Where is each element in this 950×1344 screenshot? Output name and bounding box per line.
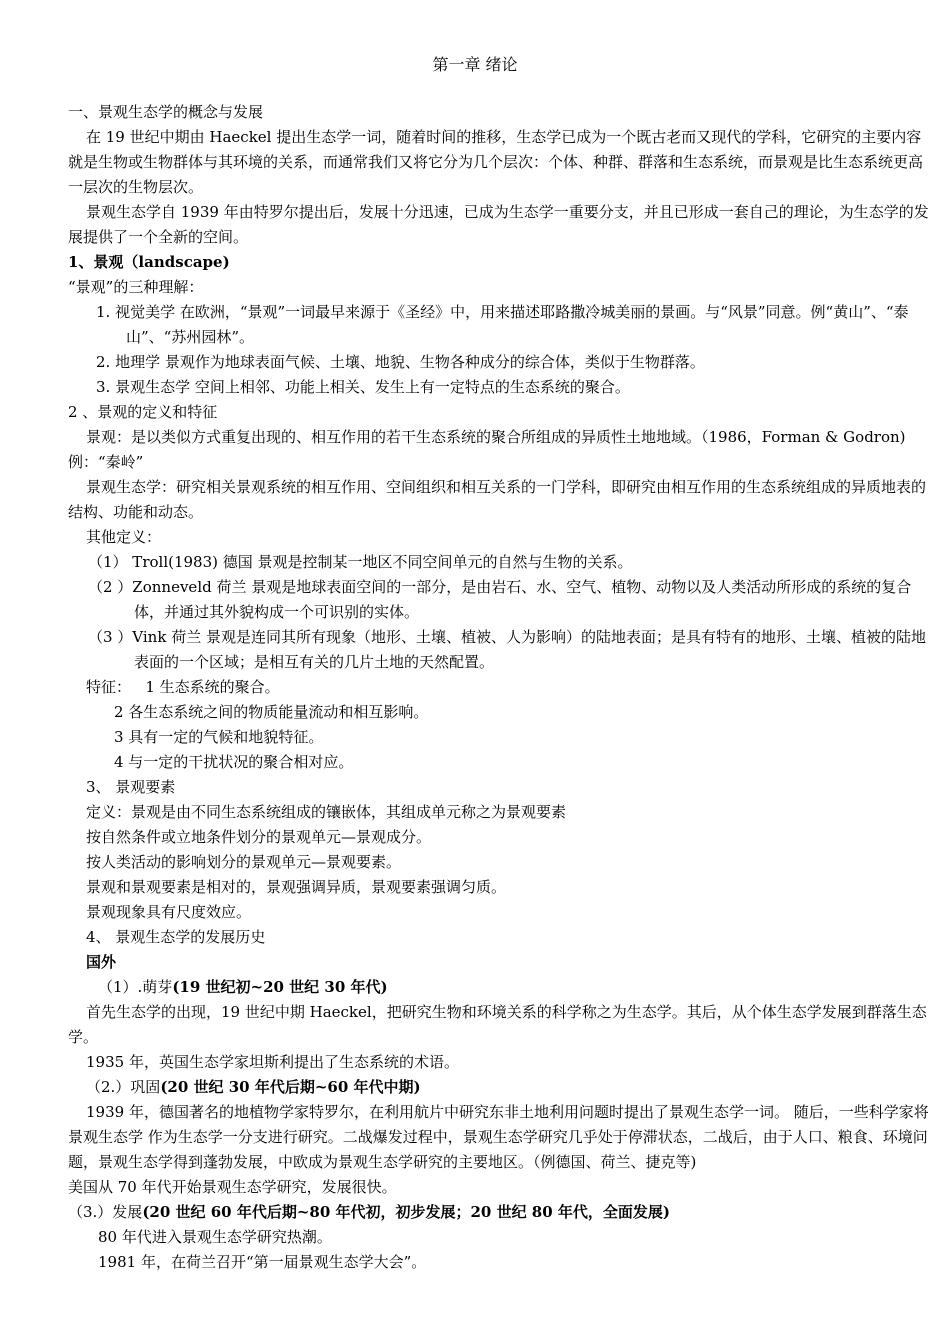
list-item: 2. 地理学 景观作为地球表面气候、土壤、地貌、生物各种成分的综合体，类似于生物群落。 — [96, 353, 705, 371]
feature-line — [68, 675, 930, 700]
phase-heading — [68, 975, 930, 1000]
phase-label: （3.）发展 — [68, 1203, 143, 1221]
list-item: （1） Troll(1983) 德国 景观是控制某一地区不同空间单元的自然与生物的关系。 — [88, 553, 633, 571]
paragraph: 美国从 70 年代开始景观生态学研究，发展很快。 — [68, 1178, 397, 1196]
subsection-heading: 1、景观（landscape) — [68, 253, 230, 271]
phase-period: (20 世纪 30 年代后期~60 年代中期) — [160, 1078, 421, 1096]
list-item: 1. 视觉美学 在欧洲，“景观”一词最早来源于《圣经》中，用来描述耶路撒冷城美丽的景画。与“风景”同意。例“黄山”、“泰山”、“苏州园林”。 — [96, 303, 909, 346]
paragraph: 按自然条件或立地条件划分的景观单元—景观成分。 — [86, 828, 432, 846]
paragraph: 景观生态学自 1939 年由特罗尔提出后，发展十分迅速，已成为生态学一重要分支，并且已形成一套自己的理论，为生态学的发展提供了一个全新的空间。 — [68, 203, 929, 246]
paragraph: 定义：景观是由不同生态系统组成的镶嵌体，其组成单元称之为景观要素 — [86, 803, 567, 821]
phase-period: (20 世纪 60 年代后期~80 年代初，初步发展；20 世纪 80 年代，全面发展) — [142, 1203, 671, 1221]
paragraph: 景观：是以类似方式重复出现的、相互作用的若干生态系统的聚合所组成的异质性土地地域。（1986，Forman & Godron) 例：“秦岭” — [68, 428, 906, 471]
paragraph: 80 年代进入景观生态学研究热潮。 — [98, 1228, 332, 1246]
subsection-heading: 3、 景观要素 — [86, 778, 176, 796]
feature-item: 2 各生态系统之间的物质能量流动和相互影响。 — [114, 703, 429, 721]
feature-item: 4 与一定的干扰状况的聚合相对应。 — [114, 753, 354, 771]
paragraph: 按人类活动的影响划分的景观单元—景观要素。 — [86, 853, 402, 871]
list-item: （2 ）Zonneveld 荷兰 景观是地球表面空间的一部分，是由岩石、水、空气、植物、动物以及人类活动所形成的系统的复合体，并通过其外貌构成一个可识别的实体。 — [88, 578, 912, 621]
phase-heading — [68, 1200, 930, 1225]
feature-label: 特征： — [86, 678, 132, 696]
paragraph: 1981 年，在荷兰召开“第一届景观生态学大会”。 — [98, 1253, 427, 1271]
feature-item: 1 生态系统的聚合。 — [145, 678, 280, 696]
list-item: （3 ）Vink 荷兰 景观是连同其所有现象（地形、土壤、植被、人为影响）的陆地表面；是具有特有的地形、土壤、植被的陆地表面的一个区域；是相互有关的几片土地的天然配置。 — [88, 628, 926, 671]
feature-item: 3 具有一定的气候和地貌特征。 — [114, 728, 324, 746]
paragraph: 景观和景观要素是相对的，景观强调异质，景观要素强调匀质。 — [86, 878, 507, 896]
list-item: 3. 景观生态学 空间上相邻、功能上相关、发生上有一定特点的生态系统的聚合。 — [96, 378, 630, 396]
subsection-heading: 4、 景观生态学的发展历史 — [86, 928, 266, 946]
phase-label: （1）.萌芽 — [98, 978, 173, 996]
abroad-heading: 国外 — [86, 953, 117, 971]
paragraph: 其他定义： — [86, 528, 162, 546]
paragraph: 景观生态学：研究相关景观系统的相互作用、空间组织和相互关系的一门学科，即研究由相互作用的生态系统组成的异质地表的结构、功能和动态。 — [68, 478, 927, 521]
phase-heading — [68, 1075, 930, 1100]
paragraph: 首先生态学的出现，19 世纪中期 Haeckel，把研究生物和环境关系的科学称之为生态学。其后，从个体生态学发展到群落生态学。 — [68, 1003, 927, 1046]
paragraph: 1939 年，德国著名的地植物学家特罗尔，在利用航片中研究东非土地利用问题时提出了景观生态学一词。 随后，一些科学家将景观生态学 作为生态学一分支进行研究。二战爆发过程中，景观生态学研究几乎处于停滞状态，二战后，由于人口、粮食、环境问题，景观生态学得到蓬勃发展，中欧成为景观生态学研究的主要地区。（例德国、荷兰、捷克等) — [68, 1103, 929, 1171]
document-body — [68, 100, 930, 1275]
section-heading: 一、景观生态学的概念与发展 — [68, 103, 264, 121]
phase-label: （2.）巩固 — [86, 1078, 161, 1096]
paragraph: 1935 年，英国生态学家坦斯利提出了生态系统的术语。 — [86, 1053, 459, 1071]
subsection-heading: 2 、景观的定义和特征 — [68, 403, 218, 421]
paragraph: “景观”的三种理解： — [68, 278, 204, 296]
paragraph: 在 19 世纪中期由 Haeckel 提出生态学一词，随着时间的推移，生态学已成为一个既古老而又现代的学科，它研究的主要内容就是生物或生物群体与其环境的关系，而通常我们又将它分为几个层次：个体、种群、群落和生态系统，而景观是比生态系统更高一层次的生物层次。 — [68, 128, 924, 196]
chapter-title: 第一章 绪论 — [432, 55, 518, 74]
phase-period: (19 世纪初~20 世纪 30 年代) — [172, 978, 388, 996]
paragraph: 景观现象具有尺度效应。 — [86, 903, 252, 921]
